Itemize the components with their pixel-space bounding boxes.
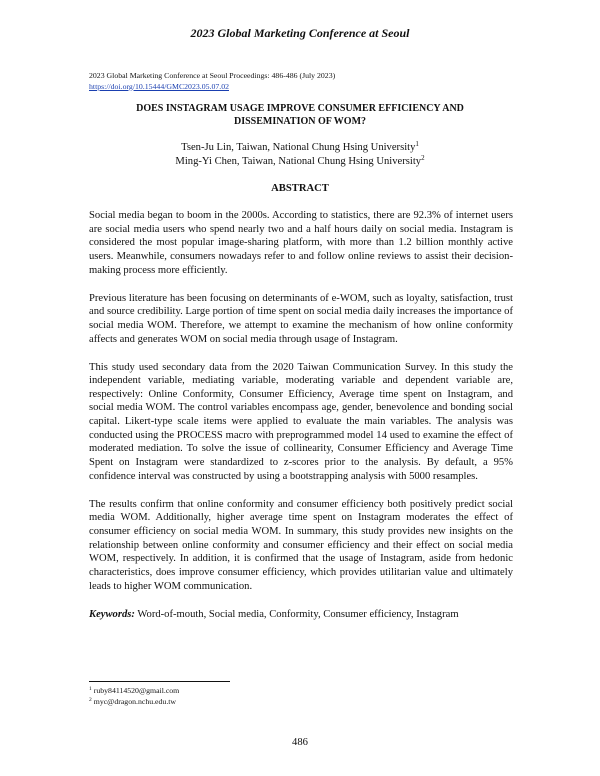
- footnote-1: [89, 686, 179, 697]
- footnote-2: [89, 697, 179, 708]
- running-header: 2023 Global Marketing Conference at Seoul: [190, 26, 410, 40]
- keywords-list: Word-of-mouth, Social media, Conformity, Consumer efficiency, Instagram: [137, 608, 459, 620]
- footnote-divider: [89, 681, 230, 682]
- proceedings-info: [89, 71, 335, 92]
- author-2: [60, 155, 540, 169]
- proceedings-citation: 2023 Global Marketing Conference at Seoul Proceedings: 486-486 (July 2023): [89, 71, 336, 80]
- author-1-footnote-mark: 1: [415, 140, 419, 148]
- paper-title: [60, 102, 540, 128]
- footnote-2-email: myc@dragon.nchu.edu.tw: [93, 696, 177, 706]
- author-1-text: Tsen-Ju Lin, Taiwan, National Chung Hsing University: [181, 142, 416, 153]
- footnote-2-mark: 2: [89, 696, 92, 703]
- author-list: [60, 141, 540, 168]
- page-number: 486: [292, 737, 308, 748]
- footnote-1-mark: 1: [89, 686, 92, 692]
- author-2-footnote-mark: 2: [421, 153, 425, 162]
- title-line-1: DOES INSTAGRAM USAGE IMPROVE CONSUMER EFFICIENCY AND: [136, 103, 464, 114]
- footnote-1-email: ruby84114520@gmail.com: [93, 686, 180, 695]
- abstract-paragraph-1: Social media began to boom in the 2000s. According to statistics, there are 92.3% of internet users are social media users who spend nearly two and a half hours daily on social media. Instagram is considered the most popular image-sharing platform, with more than 1.2 billion monthly active users. Meanwhile, consumers nowadays refer to and follow online reviews to assist their decision-making process more efficiently.: [89, 210, 513, 276]
- abstract-paragraph-2: Previous literature has been focusing on determinants of e-WOM, such as loyalty, satisfaction, trust and source credibility. Large portion of time spent on social media daily increases the importance of social media WOM. Therefore, we attempt to examine the mechanism of how online conformity affects and generates WOM on social media through usage of Instagram.: [89, 292, 513, 345]
- footnotes: [89, 686, 179, 707]
- title-line-2: DISSEMINATION OF WOM?: [233, 116, 367, 127]
- abstract-body: [89, 209, 513, 621]
- author-1: [60, 141, 540, 155]
- abstract-paragraph-3: This study used secondary data from the 2020 Taiwan Communication Survey. In this study the independent variable, mediating variable, moderating variable and dependent variable are, respectively: Online Conformity, Consumer Efficiency, Average time spent on Instagram, and social media WOM. The control variables encompass age, gender, benevolence and bonding social capital. Likert-type scale items were applied to evaluate the main variables. The analysis was conducted using the PROCESS macro with preprogrammed model 14 used to examine the effect of moderated mediation. To solve the issue of collinearity, Consumer Efficiency and Average Time Spent on Instagram were standardized to z-scores prior to the analysis. By default, a 95% confidence interval was constructed by using a bootstrapping analysis with 5000 resamples.: [89, 361, 513, 482]
- abstract-paragraph-4: The results confirm that online conformity and consumer efficiency both positively predict social media WOM. Additionally, higher average time spent on Instagram moderates the effect of consumer efficiency on social media WOM. In summary, this study provides new insights on the relationship between online conformity and consumer efficiency and their effect on social media WOM, respectively. In addition, it is confirmed that the usage of Instagram, aside from hedonic characteristics, does improve consumer efficiency, which provides utilitarian value and ultimately leads to higher WOM communication.: [89, 498, 513, 592]
- abstract-heading: ABSTRACT: [271, 183, 329, 194]
- doi-link[interactable]: https://doi.org/10.15444/GMC2023.05.07.02: [89, 81, 229, 91]
- keywords-line: [89, 608, 513, 622]
- keywords-label: Keywords:: [89, 608, 135, 620]
- author-2-text: Ming-Yi Chen, Taiwan, National Chung Hsing University: [175, 155, 422, 167]
